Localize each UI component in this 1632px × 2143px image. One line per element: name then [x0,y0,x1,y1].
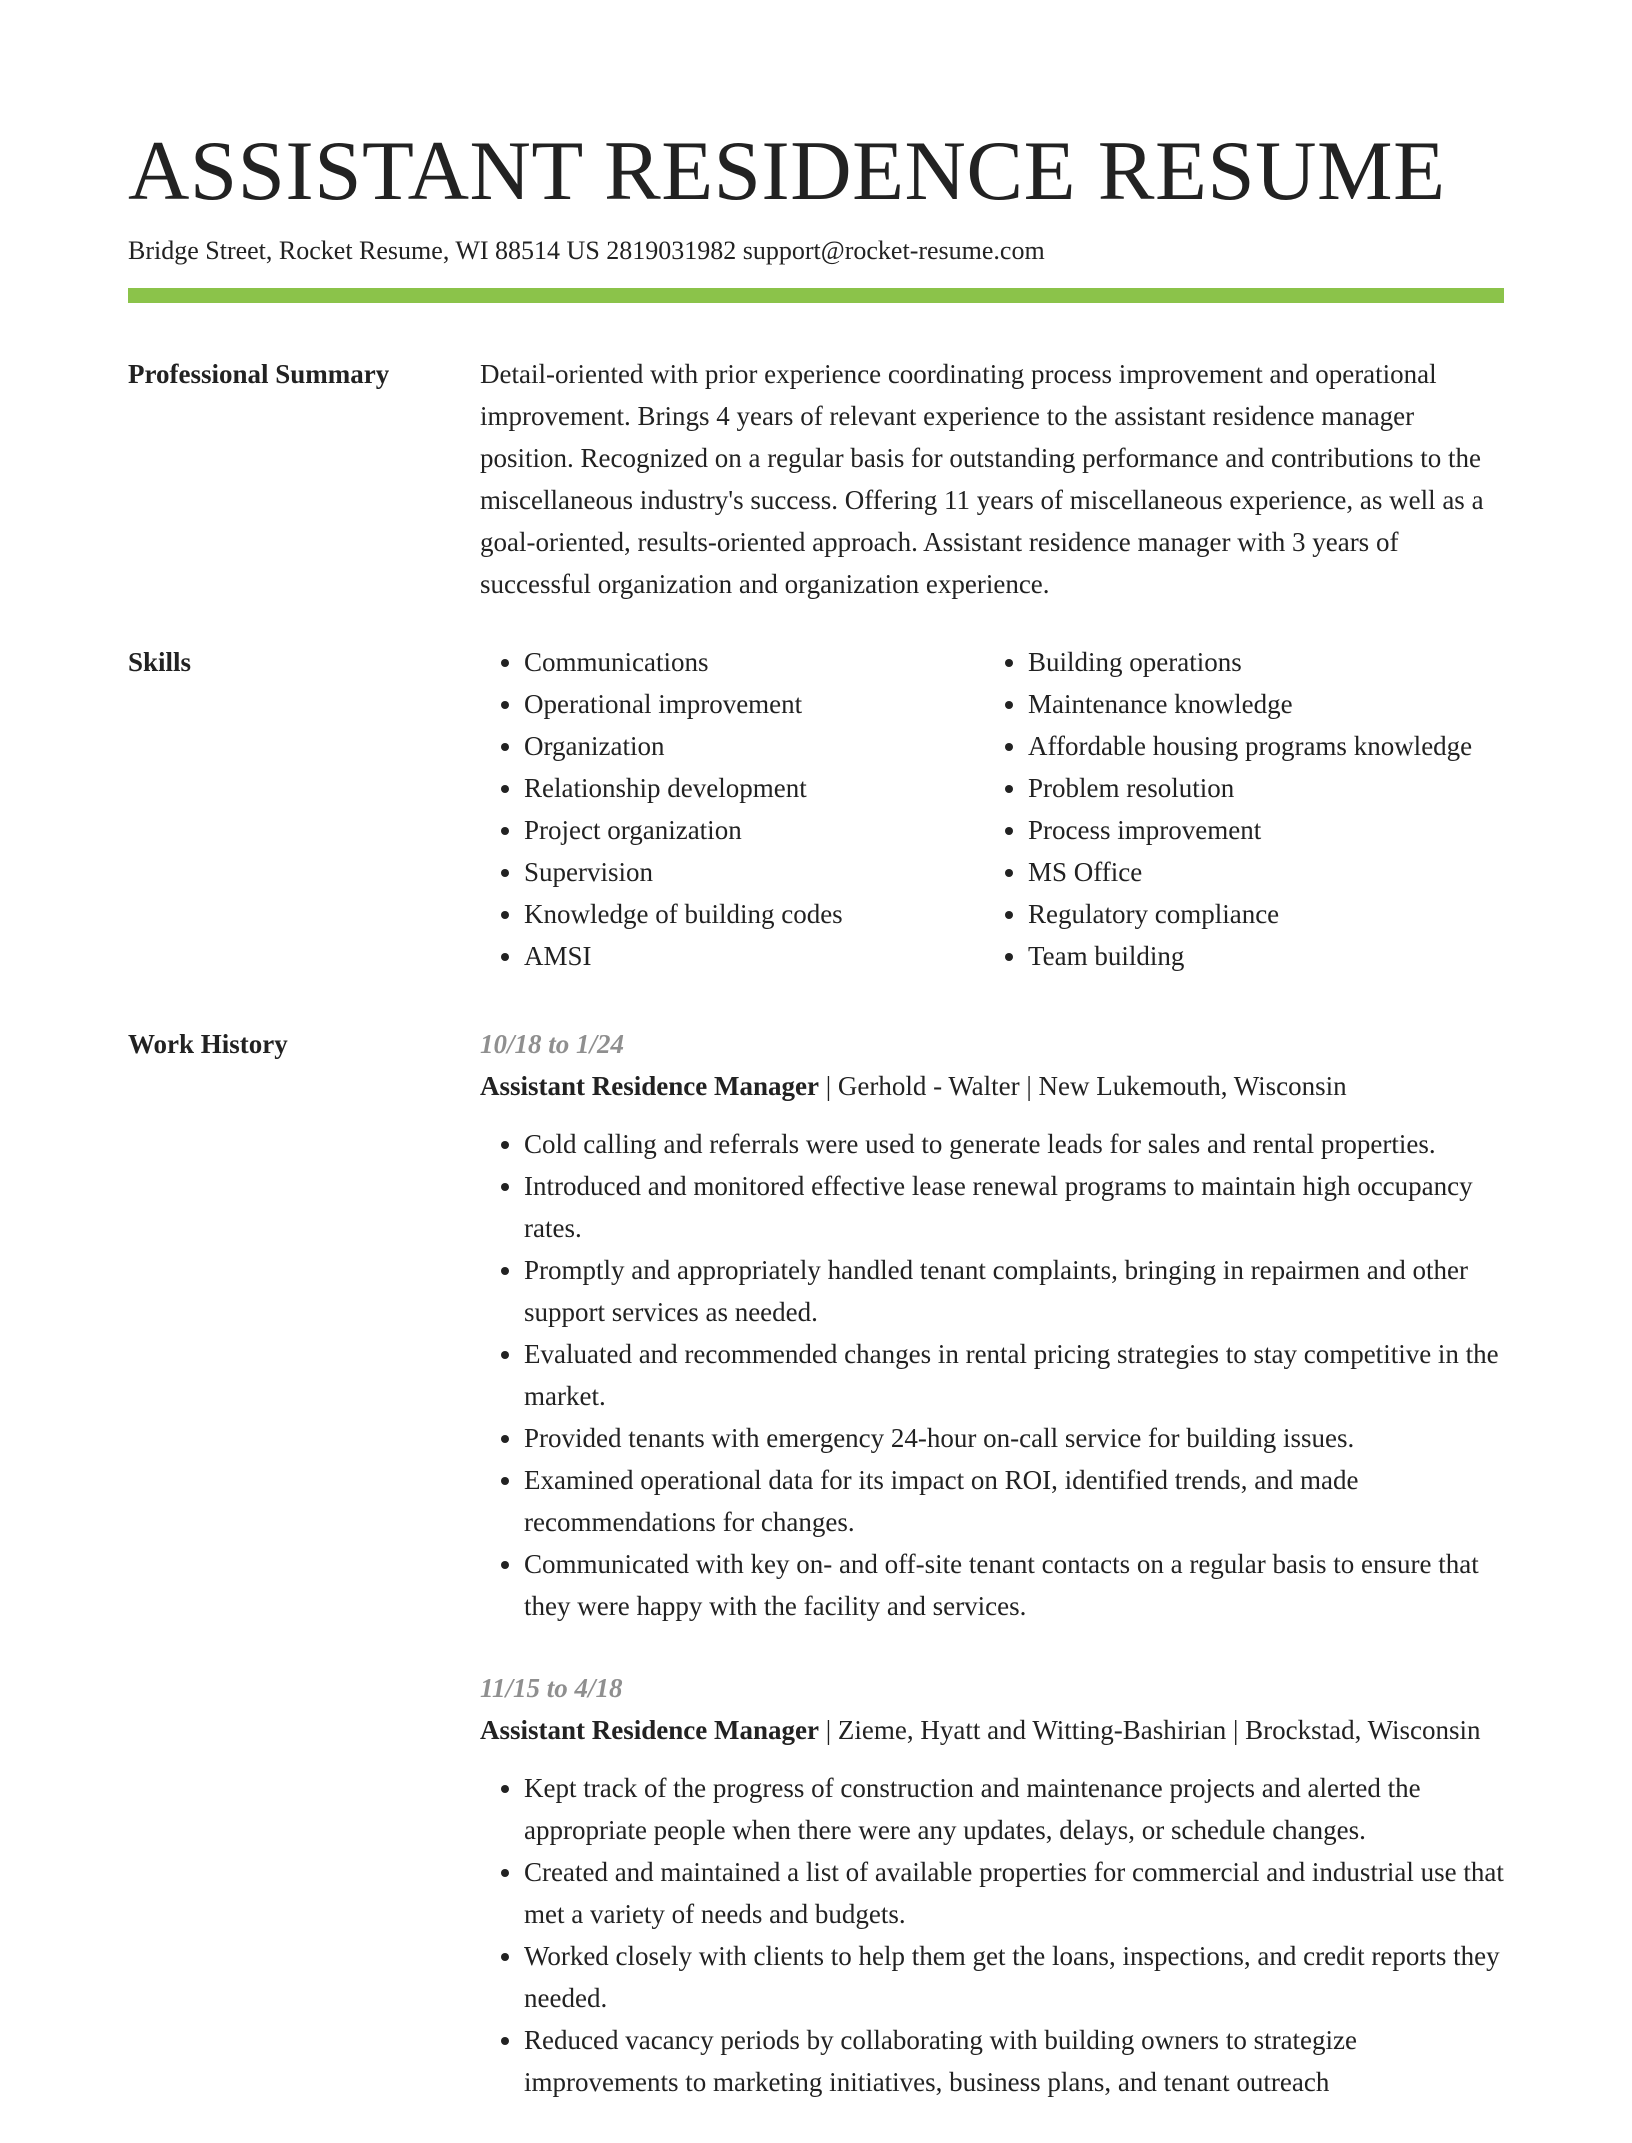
summary-heading: Professional Summary [128,359,390,389]
skill-item: • Problem resolution [1028,767,1548,809]
job-title: Assistant Residence Manager [480,1715,819,1745]
job-entry [480,1023,1504,1627]
job-title: Assistant Residence Manager [480,1071,819,1101]
job-details: | Gerhold - Walter | New Lukemouth, Wisconsin [818,1071,1347,1101]
skills-list-right [984,641,1548,977]
contact-info: Bridge Street, Rocket Resume, WI 88514 US 2819031982 support@rocket-resume.com [128,236,1045,265]
resume-page [128,0,1504,2143]
job-bullet: • Examined operational data for its impact on ROI, identified trends, and made recommendations for changes. [524,1459,1504,1543]
job-dates: 10/18 to 1/24 [480,1029,625,1059]
job-bullet: • Promptly and appropriately handled tenant complaints, bringing in repairmen and other support services as needed. [524,1249,1504,1333]
job-bullets [480,1767,1504,2103]
job-bullet: • Reduced vacancy periods by collaborating with building owners to strategize improvements to marketing initiatives, business plans, and tenant outreach [524,2019,1504,2103]
skill-item: • Affordable housing programs knowledge [1028,725,1548,767]
skill-item: • Regulatory compliance [1028,893,1548,935]
summary-text: Detail-oriented with prior experience coordinating process improvement and operational improvement. Brings 4 years of relevant experience to the assistant residence manager position. Recognized on a regular basis for outstanding performance and contributions to the miscellaneous industry's success. Offering 11 years of miscellaneous experience, as well as a goal-oriented, results-oriented approach. Assistant residence manager with 3 years of successful organization and organization experience. [480,359,1484,599]
job-bullet: • Provided tenants with emergency 24-hour on-call service for building issues. [524,1417,1504,1459]
skills-list-left [480,641,984,977]
skill-item: • Project organization [524,809,984,851]
job-bullets [480,1123,1504,1627]
job-dates: 11/15 to 4/18 [480,1673,623,1703]
skills-section [128,641,1504,977]
job-bullet: • Communicated with key on- and off-site tenant contacts on a regular basis to ensure that they were happy with the facility and services. [524,1543,1504,1627]
skill-item: • Building operations [1028,641,1548,683]
resume-name: ASSISTANT RESIDENCE RESUME [128,124,1446,218]
summary-section [128,353,1504,605]
skill-item: • Relationship development [524,767,984,809]
work-history-section [128,1023,1504,2143]
job-entry [480,1667,1504,2103]
skill-item: • Organization [524,725,984,767]
summary-body [480,353,1504,605]
header-divider [128,288,1504,303]
job-bullet: • Evaluated and recommended changes in rental pricing strategies to stay competitive in the market. [524,1333,1504,1417]
skill-item: • Team building [1028,935,1548,977]
job-bullet: • Kept track of the progress of construction and maintenance projects and alerted the appropriate people when there were any updates, delays, or schedule changes. [524,1767,1504,1851]
job-bullet: • Introduced and monitored effective lease renewal programs to maintain high occupancy rates. [524,1165,1504,1249]
skill-item: • Maintenance knowledge [1028,683,1548,725]
skill-item: • MS Office [1028,851,1548,893]
job-bullet: • Created and maintained a list of available properties for commercial and industrial use that met a variety of needs and budgets. [524,1851,1504,1935]
work-history-body [480,1023,1504,2143]
skill-item: • Process improvement [1028,809,1548,851]
job-bullet: • Worked closely with clients to help them get the loans, inspections, and credit reports they needed. [524,1935,1504,2019]
job-details: | Zieme, Hyatt and Witting-Bashirian | Brockstad, Wisconsin [818,1715,1481,1745]
work-history-heading: Work History [128,1029,288,1059]
skill-item: • Knowledge of building codes [524,893,984,935]
job-title-line [480,1709,1504,1751]
skills-heading: Skills [128,647,192,677]
skills-grid [480,641,1504,977]
job-bullet: • Cold calling and referrals were used to generate leads for sales and rental properties. [524,1123,1504,1165]
job-title-line [480,1065,1504,1107]
skill-item: • Supervision [524,851,984,893]
skill-item: • Operational improvement [524,683,984,725]
skill-item: • Communications [524,641,984,683]
skills-body [480,641,1504,977]
skill-item: • AMSI [524,935,984,977]
